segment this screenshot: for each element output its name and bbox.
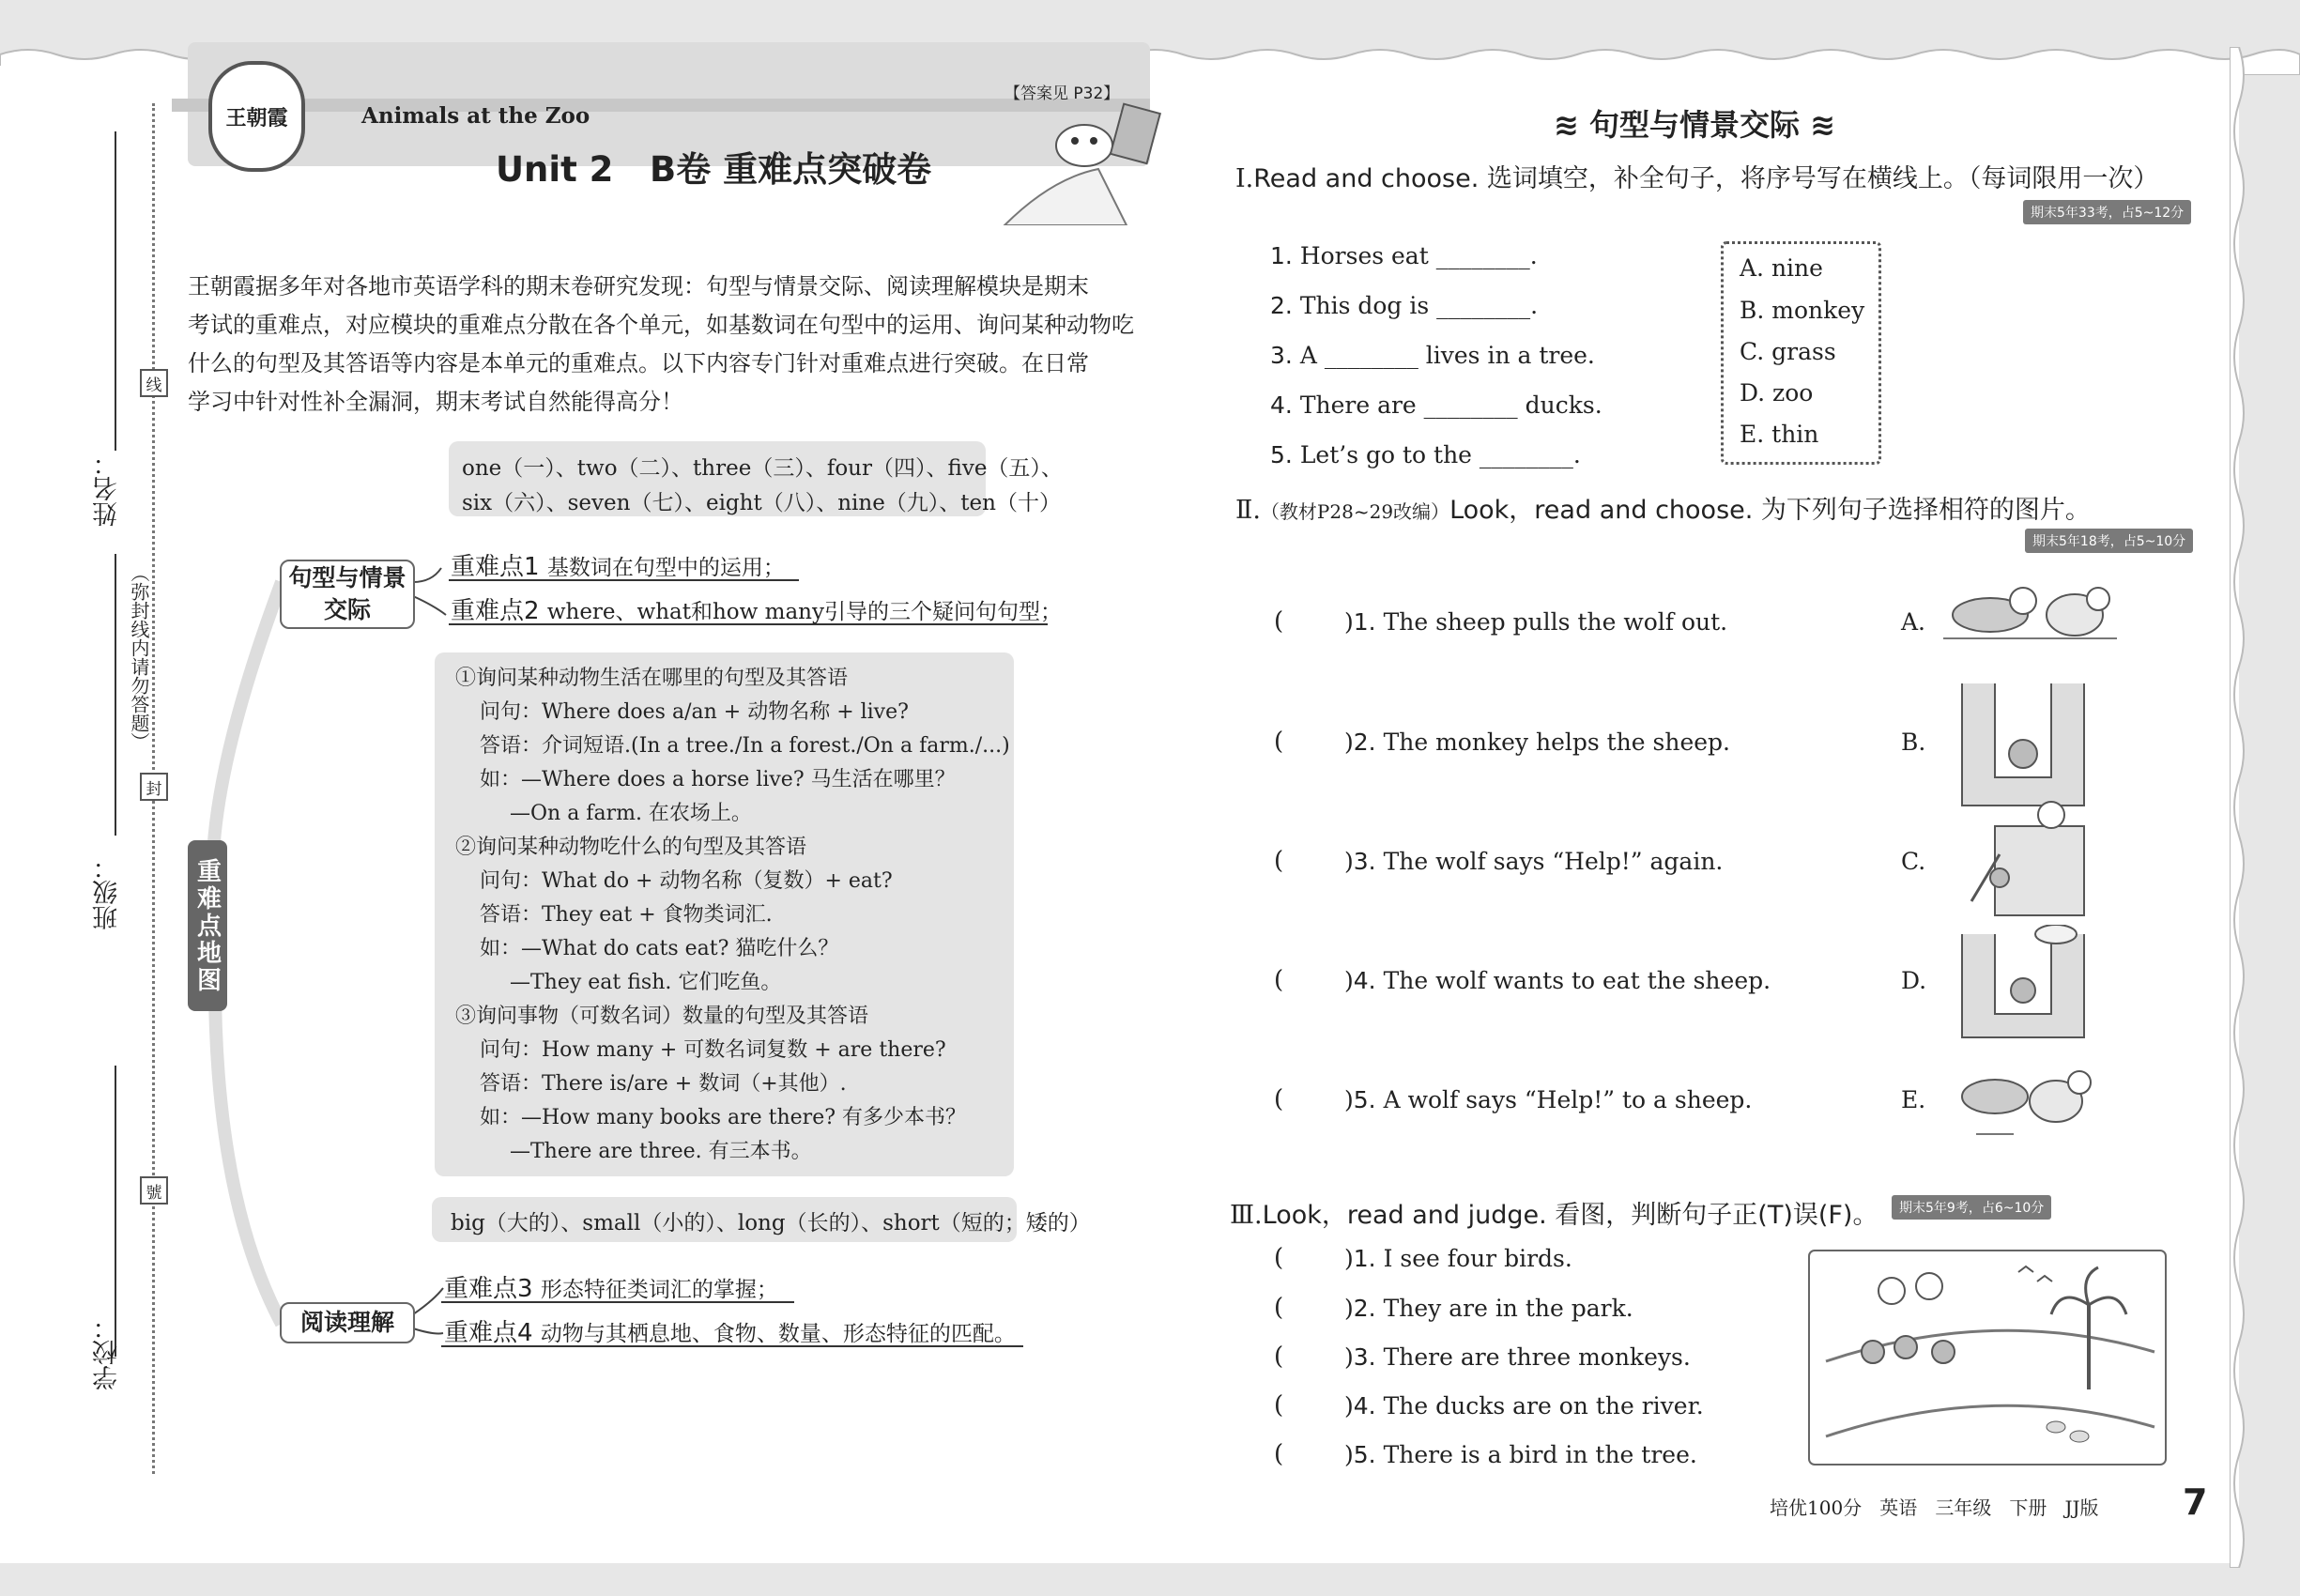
key-point-text: 基数词在句型中的运用； xyxy=(546,556,785,580)
picture-b-monkey-well xyxy=(1953,674,2093,815)
grammar-line: 答语：They eat + 食物类词汇. xyxy=(480,903,773,927)
item-number: 5. xyxy=(1270,441,1293,468)
key-point-underline xyxy=(449,579,799,581)
q1-item-2 xyxy=(1270,292,1538,319)
q1-heading-text: Read and choose. 选词填空，补全句子，将序号写在横线上。（每词限用一次） xyxy=(1253,164,2159,193)
line-mark: 线 xyxy=(140,369,168,397)
grammar-line: 问句：Where does a/an + 动物名称 + live? xyxy=(480,700,909,724)
item-text: They are in the park. xyxy=(1383,1295,1633,1322)
q2-heading xyxy=(1235,489,2091,526)
picture-e-wolf-says-help xyxy=(1948,1050,2098,1153)
key-point-text: 形态特征类词汇的掌握； xyxy=(540,1278,778,1302)
school-line xyxy=(115,1066,116,1357)
footer-book-info: 培优100分 英语 三年级 下册 JJ版 xyxy=(1770,1496,2099,1519)
answer-paren-open: ( xyxy=(1274,1391,1284,1420)
wave-icon: ≋ xyxy=(1799,107,1835,143)
grammar-line: 问句：What do + 动物名称（复数）+ eat? xyxy=(480,869,893,893)
word-choice: A. nine xyxy=(1740,254,1823,282)
section-title-text: 句型与情景交际 xyxy=(1588,107,1800,143)
item-text: Horses eat ________. xyxy=(1299,242,1538,269)
picture-c-wolf-help-again xyxy=(1962,798,2093,920)
answer-paren-open: ( xyxy=(1274,1440,1284,1468)
section-title xyxy=(1554,101,1835,145)
q2-item-1 xyxy=(1344,608,1727,636)
banner-cartoon xyxy=(986,94,1173,225)
item-number: 1. xyxy=(1353,1245,1376,1272)
key-point-1 xyxy=(451,547,785,582)
grammar-line: 问句：How many + 可数名词复数 + are there? xyxy=(480,1038,946,1062)
numbers-line: one（一）、two（二）、three（三）、four（四）、five（五）、 xyxy=(462,456,1063,481)
answer-paren-open: ( xyxy=(1274,847,1284,875)
q3-item-2 xyxy=(1344,1295,1633,1322)
item-number: 5. xyxy=(1353,1441,1376,1468)
q3-heading xyxy=(1230,1194,1878,1231)
q1-tag: 期末5年33考，占5~12分 xyxy=(2023,200,2191,224)
item-number: 1. xyxy=(1270,242,1293,269)
picture-d-wolf-wants-eat xyxy=(1953,925,2093,1047)
item-text: There are ________ ducks. xyxy=(1299,391,1602,419)
item-number: 5. xyxy=(1353,1086,1376,1113)
picture-label-c: C. xyxy=(1901,848,1926,875)
intro-paragraph xyxy=(188,268,1155,422)
picture-label-d: D. xyxy=(1901,967,1927,994)
answer-paren-open: ( xyxy=(1274,728,1284,756)
q2-heading-text: Look，read and choose. 为下列句子选择相符的图片。 xyxy=(1449,496,2091,525)
answer-paren-open: ( xyxy=(1274,1085,1284,1113)
q1-roman: Ⅰ. xyxy=(1235,164,1254,193)
grammar-line: —They eat fish. 它们吃鱼。 xyxy=(510,971,782,994)
class-label: 班级： xyxy=(93,854,122,930)
answer-paren-close: ) xyxy=(1344,1392,1354,1420)
answer-paren-open: ( xyxy=(1274,1294,1284,1322)
item-number: 3. xyxy=(1353,1343,1376,1371)
key-point-label: 重难点3 xyxy=(444,1275,533,1303)
item-text: There is a bird in the tree. xyxy=(1383,1441,1697,1468)
item-number: 4. xyxy=(1353,967,1376,994)
page-number: 7 xyxy=(2183,1481,2208,1523)
answer-paren-close: ) xyxy=(1344,848,1354,875)
item-number: 2. xyxy=(1353,1295,1376,1322)
key-point-underline xyxy=(441,1345,1023,1347)
grammar-line: 答语：介词短语.(In a tree./In a forest./On a farm./...) xyxy=(480,734,1010,758)
q3-item-1 xyxy=(1344,1245,1572,1272)
q2-item-5 xyxy=(1344,1086,1752,1113)
key-point-underline xyxy=(449,623,1048,625)
key-point-label: 重难点4 xyxy=(444,1319,533,1347)
branch-sentence-node xyxy=(280,560,415,629)
brand-seal: 王朝霞 xyxy=(208,61,305,172)
key-point-text: 动物与其栖息地、食物、数量、形态特征的匹配。 xyxy=(540,1322,1016,1346)
number-mark: 號 xyxy=(140,1176,168,1205)
unit-subtitle: Animals at the Zoo xyxy=(361,103,590,129)
q1-item-4 xyxy=(1270,391,1602,419)
unit-title: Unit 2 B卷 重难点突破卷 xyxy=(496,149,932,190)
key-point-text: where、what和how many引导的三个疑问句句型； xyxy=(546,600,1062,624)
item-text: There are three monkeys. xyxy=(1383,1343,1691,1371)
q2-item-2 xyxy=(1344,729,1730,756)
grammar-line: 答语：There is/are + 数词（+其他）. xyxy=(480,1072,847,1096)
answer-paren-open: ( xyxy=(1274,966,1284,994)
wavy-right-edge xyxy=(2230,47,2295,1568)
wave-icon: ≋ xyxy=(1554,107,1589,143)
name-line xyxy=(115,131,116,451)
item-number: 3. xyxy=(1270,342,1293,369)
grammar-line: —On a farm. 在农场上。 xyxy=(510,802,752,825)
q3-tag: 期末5年9考，占6~10分 xyxy=(1892,1195,2051,1220)
item-number: 2. xyxy=(1270,292,1293,319)
item-text: The wolf says “Help!” again. xyxy=(1383,848,1724,875)
picture-label-b: B. xyxy=(1901,729,1926,756)
picture-label-e: E. xyxy=(1901,1086,1926,1113)
key-point-2 xyxy=(451,591,1062,626)
q2-item-4 xyxy=(1344,967,1771,994)
answer-paren-close: ) xyxy=(1344,967,1354,994)
item-text: The wolf wants to eat the sheep. xyxy=(1383,967,1771,994)
grammar-line: ①询问某种动物生活在哪里的句型及其答语 xyxy=(455,667,849,690)
word-choice: E. thin xyxy=(1740,421,1819,448)
school-label: 学校： xyxy=(93,1314,122,1390)
word-choice: C. grass xyxy=(1740,338,1836,365)
item-text: The sheep pulls the wolf out. xyxy=(1383,608,1728,636)
q3-item-5 xyxy=(1344,1441,1697,1468)
item-number: 1. xyxy=(1353,608,1376,636)
intro-line: 学习中针对性补全漏洞，期末考试自然能得高分！ xyxy=(188,389,683,415)
q3-item-3 xyxy=(1344,1343,1691,1371)
q3-item-4 xyxy=(1344,1392,1704,1420)
grammar-line: 如：—What do cats eat? 猫吃什么？ xyxy=(480,937,839,960)
key-point-3 xyxy=(444,1269,778,1304)
item-text: The ducks are on the river. xyxy=(1383,1392,1704,1420)
word-choice: B. monkey xyxy=(1740,297,1865,324)
answer-paren-close: ) xyxy=(1344,1343,1354,1371)
answer-paren-close: ) xyxy=(1344,1295,1354,1322)
q3-heading-text: Look，read and judge. 看图，判断句子正(T)误(F)。 xyxy=(1262,1201,1878,1230)
item-text: I see four birds. xyxy=(1383,1245,1572,1272)
item-number: 4. xyxy=(1270,391,1293,419)
q1-item-1 xyxy=(1270,242,1538,269)
branch-reading-node: 阅读理解 xyxy=(280,1302,415,1343)
mindmap-title: 重难点地图 xyxy=(188,840,227,1011)
grammar-line: —There are three. 有三本书。 xyxy=(510,1140,812,1163)
item-text: Let’s go to the ________. xyxy=(1299,441,1581,468)
name-label: 姓名： xyxy=(93,451,122,527)
q1-item-3 xyxy=(1270,342,1595,369)
grammar-list xyxy=(455,662,1010,1169)
q1-item-5 xyxy=(1270,441,1581,468)
branch-sentence-label: 交际 xyxy=(323,596,371,623)
answer-paren-close: ) xyxy=(1344,1086,1354,1113)
adjectives-line: big（大的）、small（小的）、long（长的）、short（短的；矮的） xyxy=(451,1211,1091,1235)
item-text: A ________ lives in a tree. xyxy=(1299,342,1595,369)
key-point-4 xyxy=(444,1313,1016,1348)
q2-tag: 期末5年18考，占5~10分 xyxy=(2025,529,2193,553)
q2-item-3 xyxy=(1344,848,1723,875)
grammar-line: 如：—How many books are there? 有多少本书？ xyxy=(480,1106,967,1129)
q2-roman: Ⅱ. xyxy=(1235,496,1261,525)
numbers-line: six（六）、seven（七）、eight（八）、nine（九）、ten（十） xyxy=(462,491,1061,515)
intro-line: 王朝霞据多年对各地市英语学科的期末卷研究发现：句型与情景交际、阅读理解模块是期末 xyxy=(188,273,1089,299)
answer-paren-close: ) xyxy=(1344,608,1354,636)
q3-roman: Ⅲ. xyxy=(1230,1201,1263,1230)
answer-paren-close: ) xyxy=(1344,1441,1354,1468)
answer-paren-open: ( xyxy=(1274,607,1284,636)
item-text: This dog is ________. xyxy=(1299,292,1539,319)
class-line xyxy=(115,554,116,836)
item-number: 3. xyxy=(1353,848,1376,875)
key-point-underline xyxy=(441,1301,794,1303)
binding-notice: （弥封线内请勿答题） xyxy=(128,563,150,751)
q1-heading xyxy=(1235,158,2158,194)
answer-ref: 【答案见 P32】 xyxy=(1004,84,1120,103)
branch-sentence-label: 句型与情景 xyxy=(288,564,406,592)
intro-line: 考试的重难点，对应模块的重难点分散在各个单元，如基数词在句型中的运用、询问某种动物吃 xyxy=(188,312,1134,338)
grammar-line: ②询问某种动物吃什么的句型及其答语 xyxy=(455,836,807,859)
item-number: 4. xyxy=(1353,1392,1376,1420)
intro-line: 什么的句型及其答语等内容是本单元的重难点。以下内容专门针对重难点进行突破。在日常 xyxy=(188,350,1089,376)
item-text: A wolf says “Help!” to a sheep. xyxy=(1383,1086,1753,1113)
answer-paren-open: ( xyxy=(1274,1244,1284,1272)
zoo-scene-picture xyxy=(1807,1249,2169,1466)
answer-paren-close: ) xyxy=(1344,1245,1354,1272)
seal-mark: 封 xyxy=(140,773,168,801)
grammar-line: ③询问事物（可数名词）数量的句型及其答语 xyxy=(455,1005,869,1028)
picture-label-a: A. xyxy=(1901,608,1926,636)
item-text: The monkey helps the sheep. xyxy=(1383,729,1730,756)
key-point-label: 重难点2 xyxy=(451,597,540,625)
item-number: 2. xyxy=(1353,729,1376,756)
word-choice: D. zoo xyxy=(1740,379,1814,407)
picture-a-wolf-sheep-pull xyxy=(1934,573,2126,648)
q2-source: （教材P28~29改编） xyxy=(1260,500,1450,523)
key-point-label: 重难点1 xyxy=(451,553,540,581)
grammar-line: 如：—Where does a horse live? 马生活在哪里？ xyxy=(480,768,956,791)
answer-paren-close: ) xyxy=(1344,729,1354,756)
answer-paren-open: ( xyxy=(1274,1343,1284,1371)
